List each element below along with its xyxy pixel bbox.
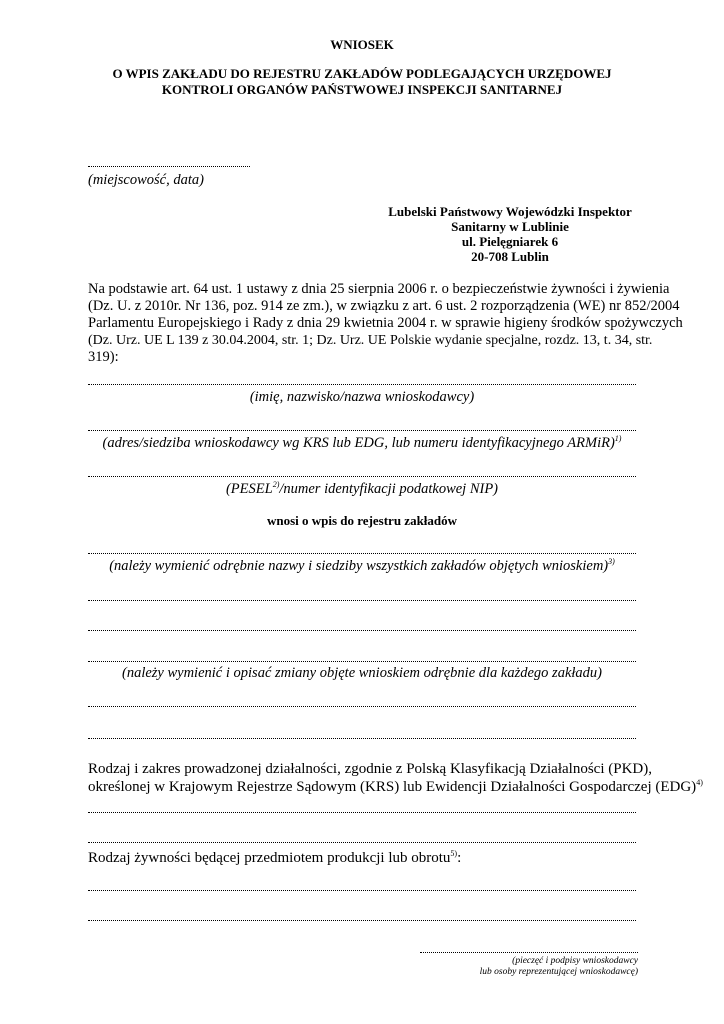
plants-extra-field-2[interactable] xyxy=(88,620,636,631)
changes-label: (należy wymienić i opisać zmiany objęte wnioskiem odrębnie dla każdego zakładu) xyxy=(121,665,602,681)
food-field-1[interactable] xyxy=(88,880,636,891)
footnote-ref-2: 2) xyxy=(272,480,280,490)
footnote-ref-4: 4) xyxy=(696,778,703,787)
place-date-label: (miejscowość, data) xyxy=(88,172,204,188)
changes-field[interactable] xyxy=(88,651,636,662)
food-field-2[interactable] xyxy=(88,910,636,921)
document-subtitle-line-1: O WPIS ZAKŁADU DO REJESTRU ZAKŁADÓW PODLEGAJĄCYCH URZĘDOWEJ xyxy=(112,66,612,81)
signature-field[interactable] xyxy=(420,942,638,953)
activity-line-1: Rodzaj i zakres prowadzonej działalności, zgodnie z Polską Klasyfikacją Działalności (PKD), xyxy=(88,761,652,777)
document-title: WNIOSEK xyxy=(330,37,394,52)
applicant-name-label: (imię, nazwisko/nazwa wnioskodawcy) xyxy=(249,389,475,405)
pesel-nip-field[interactable] xyxy=(88,466,636,477)
pesel-nip-label: (PESEL$^{2)}$/numer identyfikacji podatkowej NIP) xyxy=(225,480,499,497)
footnote-ref-5: 5) xyxy=(450,849,458,858)
recipient-line-4: 20-708 Lublin xyxy=(471,249,549,264)
plants-label: (należy wymienić odrębnie nazwy i siedziby wszystkich zakładów objętych wnioskiem)$^{3)}$ xyxy=(109,557,615,574)
legal-basis-line-1: Na podstawie art. 64 ust. 1 ustawy z dnia 25 sierpnia 2006 r. o bezpieczeństwie żywności i żywienia xyxy=(88,281,670,297)
plants-field[interactable] xyxy=(88,543,636,554)
applicant-name-field[interactable] xyxy=(88,374,636,385)
activity-line-2: określonej w Krajowym Rejestrze Sądowym (KRS) lub Ewidencji Działalności Gospodarczej (EDG)$^{4)}$ xyxy=(88,778,703,795)
legal-basis-line-3: Parlamentu Europejskiego i Rady z dnia 29 kwietnia 2004 r. w sprawie higieny środków spożywczych xyxy=(88,315,683,331)
plants-extra-field-1[interactable] xyxy=(88,590,636,601)
footnote-ref-3: 3) xyxy=(608,557,615,567)
changes-extra-field-2[interactable] xyxy=(88,728,636,739)
request-heading: wnosi o wpis do rejestru zakładów xyxy=(266,513,458,528)
activity-field-1[interactable] xyxy=(88,802,636,813)
legal-basis-line-4: (Dz. Urz. UE L 139 z 30.04.2004, str. 1; Dz. Urz. UE Polskie wydanie specjalne, rozdz. 13, t. 34, str. xyxy=(88,333,653,348)
recipient-line-3: ul. Pielęgniarek 6 xyxy=(461,234,559,249)
food-label: Rodzaj żywności będącej przedmiotem produkcji lub obrotu$^{5)}$: xyxy=(88,849,462,866)
legal-basis-line-5: 319): xyxy=(88,349,119,365)
footnote-ref-1: 1) xyxy=(614,434,622,444)
applicant-address-field[interactable] xyxy=(88,420,636,431)
legal-basis-line-2: (Dz. U. z 2010r. Nr 136, poz. 914 ze zm.), w związku z art. 6 ust. 2 rozporządzenia (WE) nr 852/2004 xyxy=(88,298,680,314)
activity-field-2[interactable] xyxy=(88,832,636,843)
changes-extra-field-1[interactable] xyxy=(88,696,636,707)
applicant-address-label: (adres/siedziba wnioskodawcy wg KRS lub EDG, lub numeru identyfikacyjnego ARMiR)$^{1)}$ xyxy=(102,434,622,451)
signature-label-line-2: lub osoby reprezentującej wnioskodawcę) xyxy=(479,967,638,977)
recipient-line-2: Sanitarny w Lublinie xyxy=(451,219,569,234)
signature-label-line-1: (pieczęć i podpisy wnioskodawcy xyxy=(512,956,638,966)
recipient-line-1: Lubelski Państwowy Wojewódzki Inspektor xyxy=(388,204,632,219)
place-date-field[interactable] xyxy=(88,156,250,167)
document-subtitle-line-2: KONTROLI ORGANÓW PAŃSTWOWEJ INSPEKCJI SANITARNEJ xyxy=(161,82,563,97)
